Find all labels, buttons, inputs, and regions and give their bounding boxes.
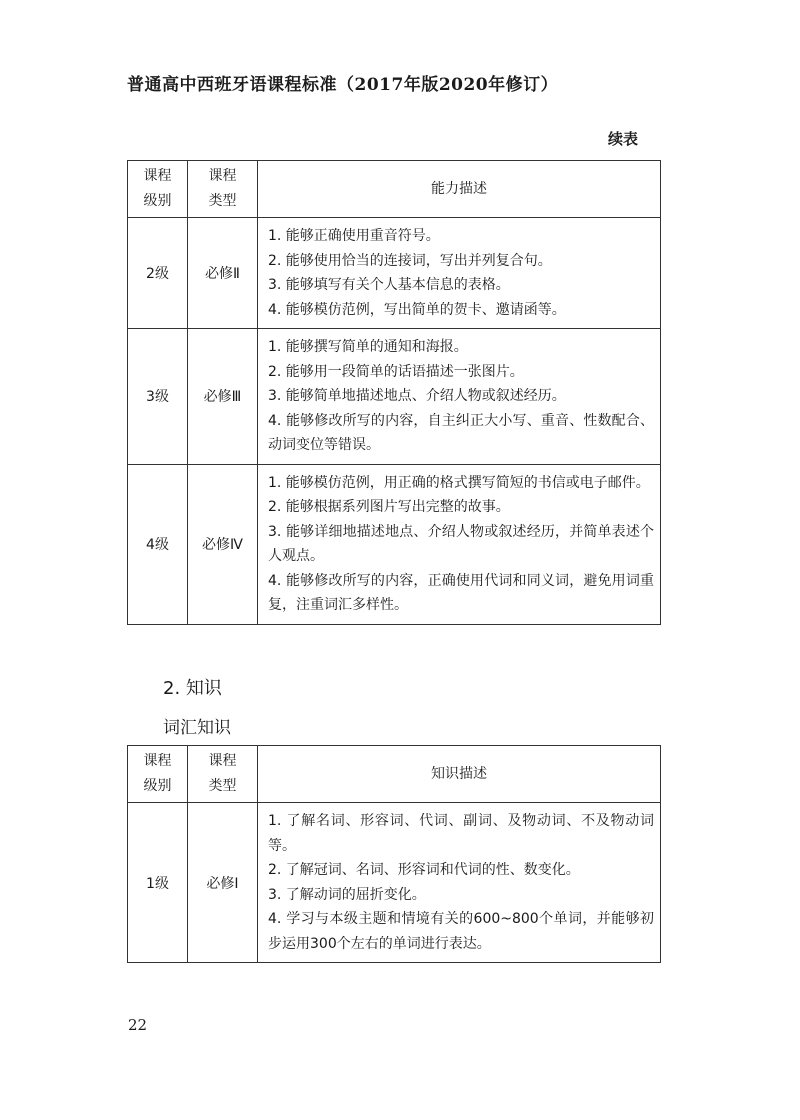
description-cell [258, 329, 661, 465]
course-type-cell: 必修Ⅳ [188, 464, 258, 624]
header-level-line-2: 级别 [143, 778, 172, 794]
list-item: 3. 了解动词的屈折变化。 [268, 886, 426, 903]
header-course-level [128, 746, 188, 803]
ability-description-table [127, 160, 661, 625]
list-item: 3. 能够简单地描述地点、介绍人物或叙述经历。 [268, 388, 566, 404]
list-item: 4. 能够修改所写的内容，自主纠正大小写、重音、性数配合、动词变位等错误。 [268, 412, 654, 453]
course-type-cell: 必修Ⅱ [188, 218, 258, 329]
header-course-type [188, 161, 258, 218]
list-item: 1. 了解名词、形容词、代词、副词、及物动词、不及物动词等。 [268, 813, 654, 854]
header-course-level [128, 161, 188, 218]
list-item: 4. 能够修改所写的内容，正确使用代词和同义词，避免用词重复，注重词汇多样性。 [268, 572, 654, 613]
header-type-line-1: 课程 [208, 753, 237, 769]
table-header-row [128, 746, 661, 803]
page-number: 22 [128, 1016, 148, 1034]
header-level-line-1: 课程 [143, 753, 172, 769]
course-level-cell: 1级 [128, 803, 188, 963]
list-item: 1. 能够模仿范例，用正确的格式撰写简短的书信或电子邮件。 [268, 474, 650, 491]
list-item: 1. 能够正确使用重音符号。 [268, 228, 440, 244]
table-header-row [128, 161, 661, 218]
header-level-line-2: 级别 [143, 193, 172, 209]
description-cell [258, 803, 661, 963]
course-level-cell: 4级 [128, 464, 188, 624]
list-item: 2. 能够用一段简单的话语描述一张图片。 [268, 363, 524, 380]
list-item: 4. 学习与本级主题和情境有关的600~800个单词，并能够初步运用300个左右的单词进行表达。 [268, 911, 654, 952]
list-item: 3. 能够填写有关个人基本信息的表格。 [268, 277, 510, 293]
table-row [128, 464, 661, 624]
list-item: 3. 能够详细地描述地点、介绍人物或叙述经历，并简单表述个人观点。 [268, 523, 654, 564]
list-item: 4. 能够模仿范例，写出简单的贺卡、邀请函等。 [268, 301, 566, 318]
header-type-line-2: 类型 [208, 193, 237, 209]
list-item: 2. 能够根据系列图片写出完整的故事。 [268, 499, 510, 515]
header-level-line-1: 课程 [143, 168, 172, 184]
list-item: 2. 能够使用恰当的连接词，写出并列复合句。 [268, 252, 552, 269]
course-type-cell: 必修Ⅲ [188, 329, 258, 465]
course-type-cell: 必修Ⅰ [188, 803, 258, 963]
knowledge-description-table [127, 745, 661, 963]
table-row [128, 218, 661, 329]
table-row [128, 329, 661, 465]
list-item: 1. 能够撰写简单的通知和海报。 [268, 339, 468, 355]
description-cell [258, 218, 661, 329]
subsection-heading: 词汇知识 [163, 718, 231, 738]
description-cell [258, 464, 661, 624]
list-item: 2. 了解冠词、名词、形容词和代词的性、数变化。 [268, 862, 580, 878]
running-head-title: 普通高中西班牙语课程标准（2017年版2020年修订） [127, 75, 559, 95]
continued-label: 续表 [607, 130, 638, 148]
header-knowledge-description: 知识描述 [258, 746, 661, 803]
section-heading: 2. 知识 [163, 678, 222, 699]
table-row [128, 803, 661, 963]
header-ability-description: 能力描述 [258, 161, 661, 218]
header-course-type [188, 746, 258, 803]
course-level-cell: 3级 [128, 329, 188, 465]
header-type-line-2: 类型 [208, 778, 237, 794]
course-level-cell: 2级 [128, 218, 188, 329]
header-type-line-1: 课程 [208, 168, 237, 184]
